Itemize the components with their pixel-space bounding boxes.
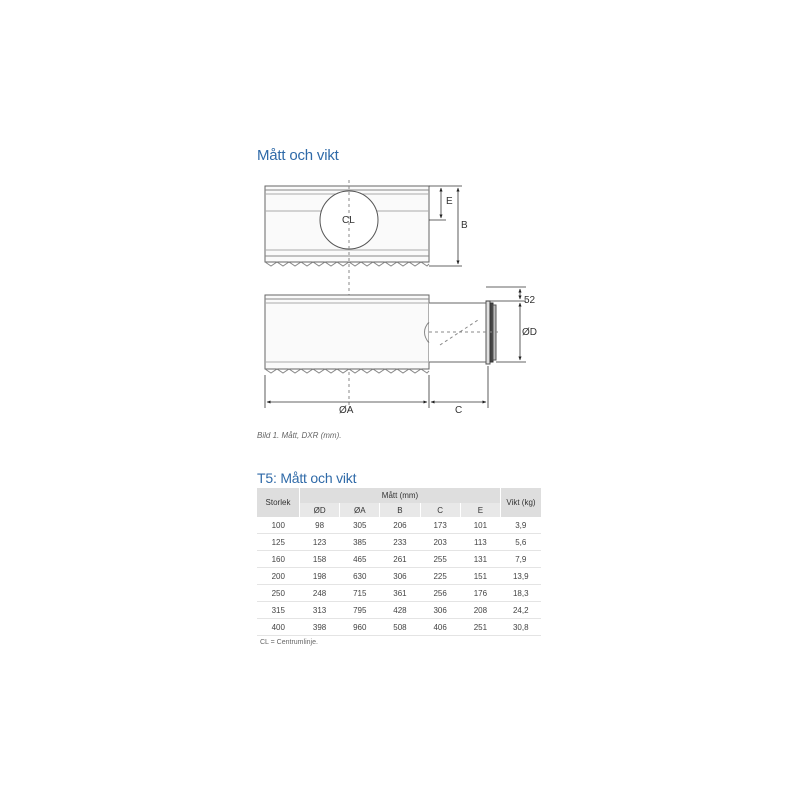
cell-od: 398	[312, 622, 327, 632]
cell-od: 313	[312, 605, 327, 615]
table-title: T5: Mått och vikt	[257, 470, 357, 486]
cell-storlek: 250	[271, 588, 285, 598]
label-cl: CL	[342, 215, 355, 226]
cell-oa: 630	[353, 571, 367, 581]
cell-od: 123	[312, 537, 327, 547]
cell-oa: 305	[353, 520, 367, 530]
cell-vikt: 13,9	[512, 571, 529, 581]
footnote: CL = Centrumlinje.	[260, 639, 318, 646]
cell-c: 203	[433, 537, 447, 547]
cell-vikt: 3,9	[515, 520, 527, 530]
cell-e: 208	[473, 605, 488, 615]
cell-c: 255	[433, 554, 447, 564]
cell-oa: 465	[353, 554, 367, 564]
table-row	[257, 517, 541, 534]
label-oa: ØA	[339, 405, 354, 416]
table-row	[257, 551, 541, 568]
cell-c: 306	[433, 605, 447, 615]
table-row	[257, 602, 541, 619]
table-row	[257, 619, 541, 636]
cell-c: 256	[433, 588, 447, 598]
cell-vikt: 30,8	[512, 622, 529, 632]
cell-od: 198	[312, 571, 327, 581]
cell-c: 173	[433, 520, 447, 530]
cell-vikt: 18,3	[512, 588, 529, 598]
cell-od: 158	[312, 554, 327, 564]
label-e: E	[446, 196, 453, 207]
cell-od: 248	[312, 588, 327, 598]
cell-b: 233	[393, 537, 407, 547]
cell-oa: 715	[353, 588, 367, 598]
cell-oa: 960	[353, 622, 367, 632]
cell-e: 151	[473, 571, 488, 581]
cell-b: 206	[393, 520, 407, 530]
dimension-oa-c	[265, 366, 488, 408]
subheader-b: B	[380, 503, 420, 517]
section-title: Mått och vikt	[257, 147, 339, 164]
cell-storlek: 100	[271, 520, 285, 530]
cell-c: 225	[433, 571, 447, 581]
subheader-c: C	[420, 503, 460, 517]
cell-storlek: 160	[271, 554, 285, 564]
cell-b: 428	[393, 605, 407, 615]
dimensions-table	[257, 488, 541, 636]
cell-storlek: 315	[271, 605, 285, 615]
label-od: ØD	[522, 327, 537, 338]
figure-caption: Bild 1. Mått, DXR (mm).	[257, 431, 342, 440]
cell-b: 361	[393, 588, 407, 598]
cell-od: 98	[315, 520, 325, 530]
header-vikt: Vikt (kg)	[501, 488, 542, 517]
cell-oa: 385	[353, 537, 367, 547]
cell-b: 306	[393, 571, 407, 581]
subheader-oa: ØA	[340, 503, 380, 517]
cell-vikt: 5,6	[515, 537, 527, 547]
cell-vikt: 7,9	[515, 554, 527, 564]
cell-storlek: 200	[271, 571, 285, 581]
subheader-e: E	[460, 503, 500, 517]
label-c: C	[455, 405, 463, 416]
table-row	[257, 568, 541, 585]
header-matt: Mått (mm)	[300, 488, 501, 503]
cell-e: 101	[473, 520, 488, 530]
cell-vikt: 24,2	[512, 605, 529, 615]
cell-e: 251	[473, 622, 488, 632]
label-b: B	[461, 220, 468, 231]
table-row	[257, 534, 541, 551]
cell-storlek: 400	[271, 622, 285, 632]
header-storlek: Storlek	[257, 488, 300, 517]
table-row	[257, 585, 541, 602]
cell-storlek: 125	[271, 537, 285, 547]
cell-b: 261	[393, 554, 407, 564]
cell-e: 113	[473, 537, 487, 547]
cell-e: 131	[473, 554, 488, 564]
label-52: 52	[524, 295, 536, 306]
front-view	[265, 295, 500, 373]
cell-e: 176	[473, 588, 488, 598]
cell-oa: 795	[353, 605, 367, 615]
cell-c: 406	[433, 622, 447, 632]
cell-b: 508	[393, 622, 407, 632]
subheader-od: ØD	[300, 503, 340, 517]
